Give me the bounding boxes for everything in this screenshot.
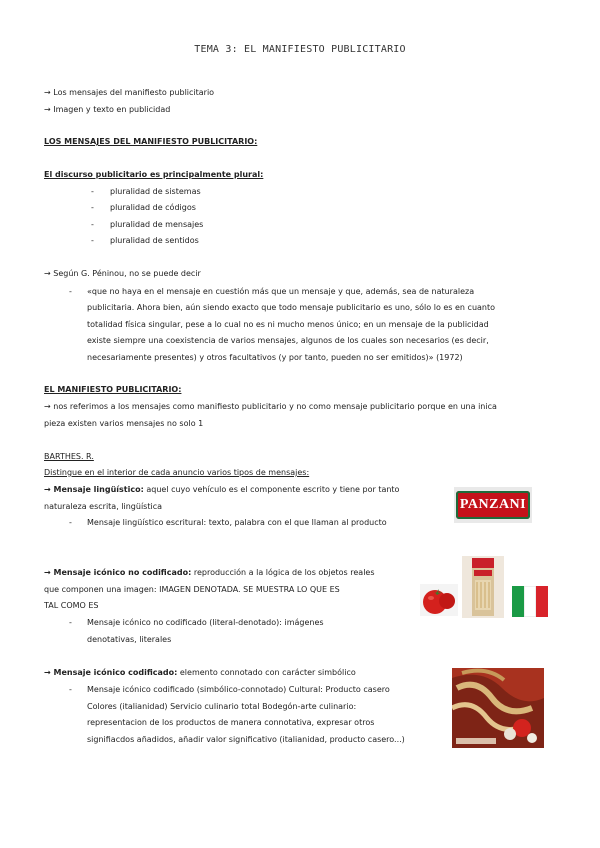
pasta-package-drawing [462, 556, 504, 618]
iconic-uncoded-label: → Mensaje icónico no codificado: [44, 568, 192, 577]
panzani-advertisement-image [452, 668, 544, 748]
quote-intro: → Según G. Péninou, no se puede decir [44, 269, 201, 278]
italian-flag-image [512, 586, 548, 617]
tomato-image [420, 584, 458, 616]
flag-stripe-red [536, 586, 548, 617]
quote-line: publicitaria. Ahora bien, aún siendo exacto que todo mensaje publicitario es uno, sólo lo es en cuanto [87, 303, 496, 312]
bullet-dash: - [91, 187, 94, 196]
iconic-coded-sub: signifiacdos añadidos, añadir valor significativo (italianidad, producto casero...) [87, 735, 405, 744]
manifiesto-line: pieza existen varios mensajes no solo 1 [44, 419, 204, 428]
iconic-uncoded-text-3: TAL COMO ES [44, 601, 99, 610]
iconic-uncoded-message [44, 565, 375, 582]
subheading-discurso: El discurso publicitario es principalmente plural: [44, 170, 264, 179]
bullet-item: pluralidad de sentidos [110, 236, 199, 245]
intro-item-2: → Imagen y texto en publicidad [44, 105, 171, 114]
linguistic-text: aquel cuyo vehículo es el componente escrito y tiene por tanto [143, 485, 400, 494]
bullet-item: pluralidad de mensajes [110, 220, 204, 229]
quote-dash: - [69, 287, 72, 296]
barthes-intro: Distingue en el interior de cada anuncio varios tipos de mensajes: [44, 468, 310, 477]
manifiesto-line: → nos referimos a los mensajes como manifiesto publicitario y no como mensaje publicitario porque en una inica [44, 402, 497, 411]
pasta-package-image [462, 556, 504, 618]
intro-item-1: → Los mensajes del manifiesto publicitario [44, 88, 215, 97]
author-barthes: BARTHES. R. [44, 452, 94, 461]
linguistic-dash: - [69, 518, 72, 527]
iconic-coded-label: → Mensaje icónico codificado: [44, 668, 178, 677]
iconic-uncoded-text: reproducción a la lógica de los objetos reales [191, 568, 375, 577]
flag-stripe-white [524, 586, 536, 617]
iconic-uncoded-sub-2: denotativas, literales [87, 635, 172, 644]
quote-line: necesariamente presentes) y otros facultativos (y por tanto, pueden no ser emitidos)» (1972) [87, 353, 463, 362]
iconic-uncoded-dash: - [69, 618, 72, 627]
section-heading-mensajes: LOS MENSAJES DEL MANIFIESTO PUBLICITARIO: [44, 137, 258, 146]
quote-line: totalidad física singular, pese a lo cual no es ni mucho menos único; en un mensaje de la publicidad [87, 320, 489, 329]
iconic-coded-sub: Mensaje icónico codificado (simbólico-connotado) Cultural: Producto casero [87, 685, 390, 694]
iconic-coded-dash: - [69, 685, 72, 694]
bullet-dash: - [91, 203, 94, 212]
iconic-uncoded-sub: Mensaje icónico no codificado (literal-denotado): imágenes [87, 618, 324, 627]
linguistic-sub: Mensaje lingüístico escritural: texto, palabra con el que llaman al producto [87, 518, 387, 527]
section-heading-manifiesto: EL MANIFIESTO PUBLICITARIO: [44, 385, 182, 394]
advertisement-drawing [452, 668, 544, 748]
iconic-coded-text: elemento connotado con carácter simbólico [177, 668, 356, 677]
iconic-coded-sub: representacion de los productos de manera connotativa, expresar otros [87, 718, 375, 727]
iconic-coded-message [44, 665, 356, 682]
iconic-uncoded-text-2: que componen una imagen: IMAGEN DENOTADA. SE MUESTRA LO QUE ES [44, 585, 340, 594]
bullet-dash: - [91, 220, 94, 229]
bullet-dash: - [91, 236, 94, 245]
quote-line: «que no haya en el mensaje en cuestión más que un mensaje y que, además, sea de naturaleza [87, 287, 475, 296]
linguistic-text-2: naturaleza escrita, lingüística [44, 502, 162, 511]
panzani-logo-plate [456, 491, 530, 519]
iconic-coded-sub: Colores (italianidad) Servicio culinario total Bodegón-arte culinario: [87, 702, 357, 711]
quote-line: existe siempre una coexistencia de varios mensajes, algunos de los cuales son necesarios (es decir, [87, 336, 489, 345]
tomato-drawing [420, 584, 458, 616]
flag-stripe-green [512, 586, 524, 617]
panzani-logo-text: PANZANI [459, 497, 527, 512]
panzani-logo-image [454, 487, 532, 523]
linguistic-label: → Mensaje lingüístico: [44, 485, 144, 494]
linguistic-message [44, 482, 399, 499]
bullet-item: pluralidad de sistemas [110, 187, 201, 196]
bullet-item: pluralidad de códigos [110, 203, 196, 212]
document-title: TEMA 3: EL MANIFIESTO PUBLICITARIO [194, 44, 406, 55]
